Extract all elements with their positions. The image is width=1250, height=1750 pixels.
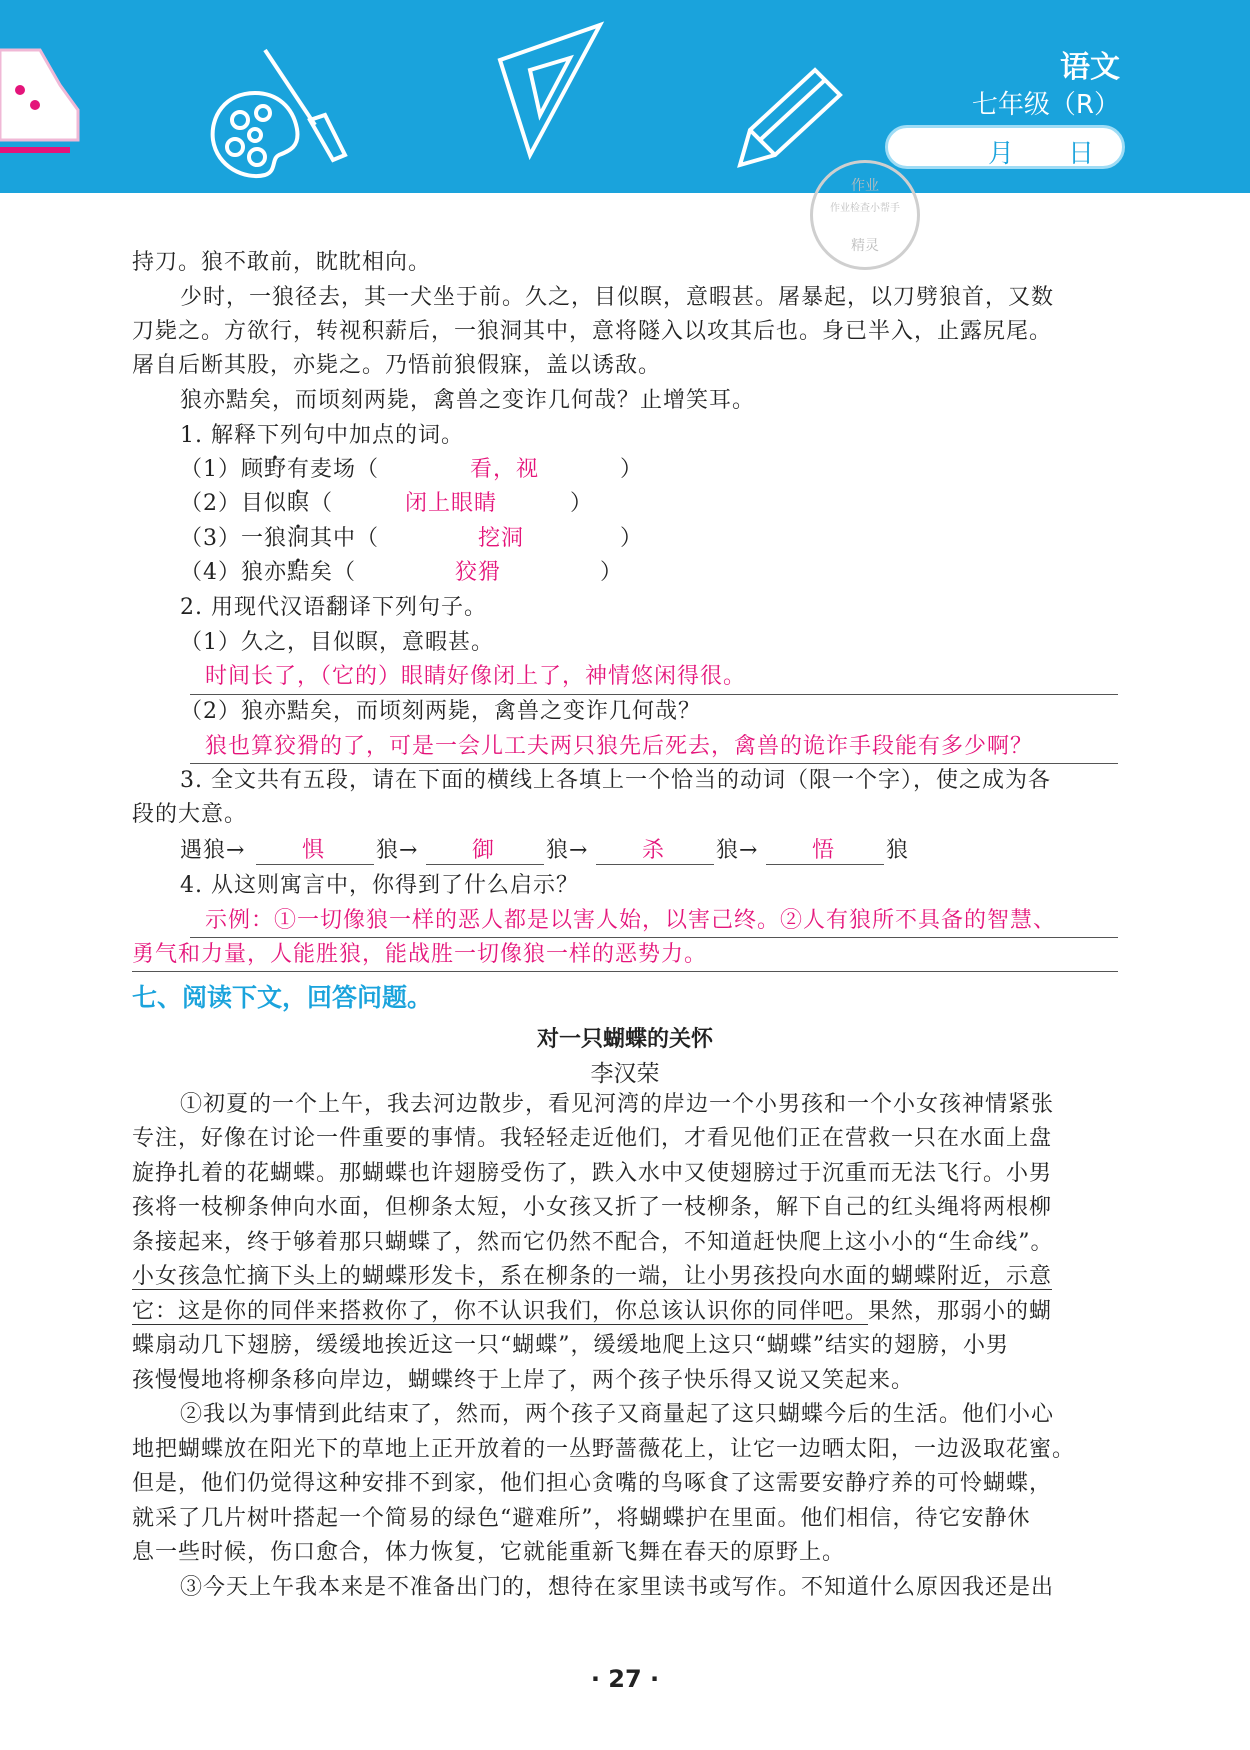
article-line: 蝶扇动几下翅膀，缓缓地挨近这一只“蝴蝶”，缓缓地爬上这只“蝴蝶”结实的翅膀，小男 [132, 1333, 1009, 1358]
q3-connector: 狼→ [716, 838, 759, 863]
q3-start: 遇狼→ [180, 838, 246, 863]
article-line: 孩将一枝柳条伸向水面，但柳条太短，小女孩又折了一枝柳条，解下自己的红头绳将两根柳 [132, 1195, 1053, 1220]
q1-paren-close: ） [620, 526, 644, 551]
ice-skate-icon [0, 30, 80, 160]
article-line: 条接起来，终于够着那只蝴蝶了，然而它仍然不配合，不知道赶快爬上这小小的“生命线”。 [132, 1230, 1054, 1255]
q2-answer-2[interactable]: 狼也算狡猾的了，可是一会儿工夫两只狼先后死去，禽兽的诡诈手段能有多少啊？ [205, 734, 1034, 759]
question-1-prompt: 1. 解释下列句中加点的词。 [180, 423, 464, 448]
article-line-underlined: 小女孩急忙摘下头上的蝴蝶形发卡，系在柳条的一端，让小男孩投向水面的蝴蝶附近，示意 [132, 1264, 1053, 1289]
answer-blank [596, 864, 714, 865]
q2-sentence-2: （2）狼亦黠矣，而顷刻两毙，禽兽之变诈几何哉？ [180, 699, 701, 724]
q1-paren-close: ） [570, 491, 594, 516]
passage-line: 屠自后断其股，亦毙之。乃悟前狼假寐，盖以诱敌。 [132, 353, 662, 378]
grade-label: 七年级（R） [971, 90, 1120, 120]
q3-answer-3[interactable]: 杀 [642, 838, 666, 863]
q1-item-4: （4）狼亦黠矣（ [180, 560, 357, 585]
watermark-stamp: 作业 作业检查小帮手 精灵 [810, 160, 920, 270]
pencil-icon [730, 60, 850, 170]
q2-sentence-1: （1）久之，目似瞑，意暇甚。 [180, 630, 494, 655]
article-line: 旋挣扎着的花蝴蝶。那蝴蝶也许翅膀受伤了，跌入水中又使翅膀过于沉重而无法飞行。小男 [132, 1161, 1053, 1186]
passage-line: 刀毙之。方欲行，转视积薪后，一狼洞其中，意将隧入以攻其后也。身已半入，止露尻尾。 [132, 319, 1053, 344]
q2-answer-1[interactable]: 时间长了，（它的）眼睛好像闭上了，神情悠闲得很。 [205, 664, 747, 689]
passage-line: 少时，一狼径去，其一犬坐于前。久之，目似瞑，意暇甚。屠暴起，以刀劈狼首，又数 [180, 285, 1055, 310]
article-line: 它：这是你的同伴来搭救你了，你不认识我们，你总该认识你的同伴吧。果然，那弱小的蝴 [132, 1299, 1053, 1324]
article-line: ①初夏的一个上午，我去河边散步，看见河湾的岸边一个小男孩和一个小女孩神情紧张 [180, 1092, 1055, 1117]
answer-blank [426, 864, 544, 865]
triangle-ruler-icon [495, 20, 605, 160]
answer-line [132, 971, 1118, 972]
paintbrush-icon [255, 45, 355, 165]
article-title: 对一只蝴蝶的关怀 [536, 1027, 713, 1052]
q1-paren-close: ） [620, 457, 644, 482]
day-label: 日 [1068, 139, 1095, 169]
answer-line [190, 763, 1118, 764]
month-label: 月 [988, 139, 1015, 169]
q3-connector: 狼→ [376, 838, 419, 863]
q3-connector: 狼→ [546, 838, 589, 863]
answer-blank [256, 864, 374, 865]
passage-line: 持刀。狼不敢前，眈眈相向。 [132, 250, 432, 275]
q1-paren-close: ） [600, 560, 624, 585]
q3-answer-1[interactable]: 惧 [302, 838, 326, 863]
article-line: 但是，他们仍觉得这种安排不到家，他们担心贪嘴的鸟啄食了这需要安静疗养的可怜蝴蝶， [132, 1471, 1053, 1496]
q1-answer-2[interactable]: 闭上眼睛 [405, 491, 498, 516]
answer-line [190, 937, 1118, 938]
q3-end: 狼 [886, 838, 910, 863]
article-line: 息一些时候，伤口愈合，体力恢复，它就能重新飞舞在春天的原野上。 [132, 1540, 846, 1565]
answer-line [190, 694, 1118, 695]
date-field[interactable] [885, 125, 1125, 169]
page-number: · 27 · [590, 1665, 660, 1693]
question-4-prompt: 4. 从这则寓言中，你得到了什么启示？ [180, 873, 579, 898]
q4-answer-line-1[interactable]: 示例：①一切像狼一样的恶人都是以害人始，以害己终。②人有狼所不具备的智慧、 [205, 908, 1057, 933]
q3-answer-2[interactable]: 御 [472, 838, 496, 863]
article-author: 李汉荣 [590, 1061, 660, 1087]
question-3-prompt: 3. 全文共有五段，请在下面的横线上各填上一个恰当的动词（限一个字），使之成为各 [180, 768, 1051, 793]
answer-blank [766, 864, 884, 865]
q3-answer-4[interactable]: 悟 [812, 838, 836, 863]
question-3-prompt: 段的大意。 [132, 802, 248, 827]
article-line: ③今天上午我本来是不准备出门的，想待在家里读书或写作。不知道什么原因我还是出 [180, 1575, 1055, 1600]
q1-answer-4[interactable]: 狡猾 [455, 560, 502, 585]
article-line: 专注，好像在讨论一件重要的事情。我轻轻走近他们，才看见他们正在营救一只在水面上盘 [132, 1126, 1053, 1151]
section-title: 七、阅读下文，回答问题。 [132, 983, 433, 1012]
q1-item-1: （1）顾野有麦场（ [180, 457, 380, 482]
q1-answer-3[interactable]: 挖洞 [478, 526, 525, 551]
q1-item-2: （2）目似瞑（ [180, 491, 334, 516]
page-header [0, 0, 1250, 193]
passage-line: 狼亦黠矣，而顷刻两毙，禽兽之变诈几何哉？止增笑耳。 [180, 388, 756, 413]
q1-item-3: （3）一狼洞其中（ [180, 526, 380, 551]
question-2-prompt: 2. 用现代汉语翻译下列句子。 [180, 595, 487, 620]
q1-answer-1[interactable]: 看，视 [470, 457, 540, 482]
q4-answer-line-2[interactable]: 勇气和力量，人能胜狼，能战胜一切像狼一样的恶势力。 [132, 942, 708, 967]
subject-label: 语文 [1060, 50, 1120, 85]
article-line: 就采了几片树叶搭起一个简易的绿色“避难所”，将蝴蝶护在里面。他们相信，待它安静休 [132, 1506, 1031, 1531]
article-line: ②我以为事情到此结束了，然而，两个孩子又商量起了这只蝴蝶今后的生活。他们小心 [180, 1402, 1055, 1427]
article-line: 地把蝴蝶放在阳光下的草地上正开放着的一丛野蔷薇花上，让它一边晒太阳，一边汲取花蜜。 [132, 1437, 1076, 1462]
article-line: 孩慢慢地将柳条移向岸边，蝴蝶终于上岸了，两个孩子快乐得又说又笑起来。 [132, 1368, 915, 1393]
